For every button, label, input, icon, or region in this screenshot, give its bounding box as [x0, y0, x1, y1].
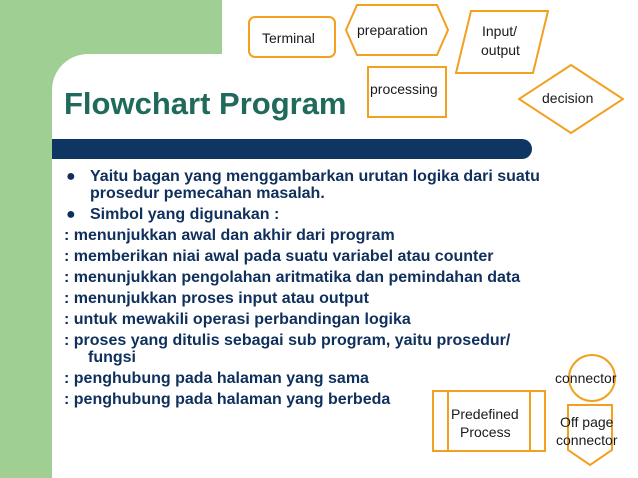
offpage-label-line1: Off page: [560, 414, 614, 430]
bullet-item: [64, 168, 604, 202]
bullet-dot-icon: ●: [66, 206, 76, 223]
description-line: : proses yang ditulis sebagai sub program, yaitu prosedur/: [64, 332, 511, 349]
offpage-label-line2: connector: [556, 432, 618, 448]
bullet-dot-icon: ●: [66, 168, 76, 185]
decision-symbol: [518, 64, 624, 134]
decision-label: decision: [542, 90, 594, 106]
bullet-item: [64, 206, 604, 223]
description-line: : menunjukkan awal dan akhir dari program: [64, 227, 395, 244]
processing-label: processing: [370, 81, 438, 97]
slide-title: Flowchart Program: [64, 86, 347, 121]
bullet-text: Yaitu bagan yang menggambarkan urutan logika dari suatu prosedur pemecahan masalah.: [90, 168, 540, 202]
description-line: : penghubung pada halaman yang sama: [64, 370, 369, 387]
title-underline-bar: [52, 139, 532, 159]
predefined-label-line2: Process: [460, 424, 511, 440]
description-line-continuation: fungsi: [88, 349, 136, 366]
bullet-text: Simbol yang digunakan :: [90, 206, 280, 223]
processing-symbol: [367, 66, 447, 118]
connector-label: connector: [555, 370, 617, 386]
preparation-symbol: [345, 4, 449, 56]
description-line: : penghubung pada halaman yang berbeda: [64, 391, 391, 408]
input-output-label-line2: output: [481, 42, 520, 58]
input-output-label-line1: Input/: [482, 23, 518, 39]
preparation-label: preparation: [357, 22, 428, 38]
terminal-label: Terminal: [262, 30, 315, 46]
description-line: : untuk mewakili operasi perbandingan logika: [64, 311, 411, 328]
predefined-label-line1: Predefined: [451, 406, 519, 422]
description-line: : menunjukkan pengolahan aritmatika dan pemindahan data: [64, 269, 521, 286]
description-line: : memberikan niai awal pada suatu variabel atau counter: [64, 248, 494, 265]
description-line: : menunjukkan proses input atau output: [64, 290, 369, 307]
offpage-connector-symbol: [556, 404, 636, 466]
terminal-symbol: [248, 16, 336, 58]
slide-body: [64, 168, 604, 408]
